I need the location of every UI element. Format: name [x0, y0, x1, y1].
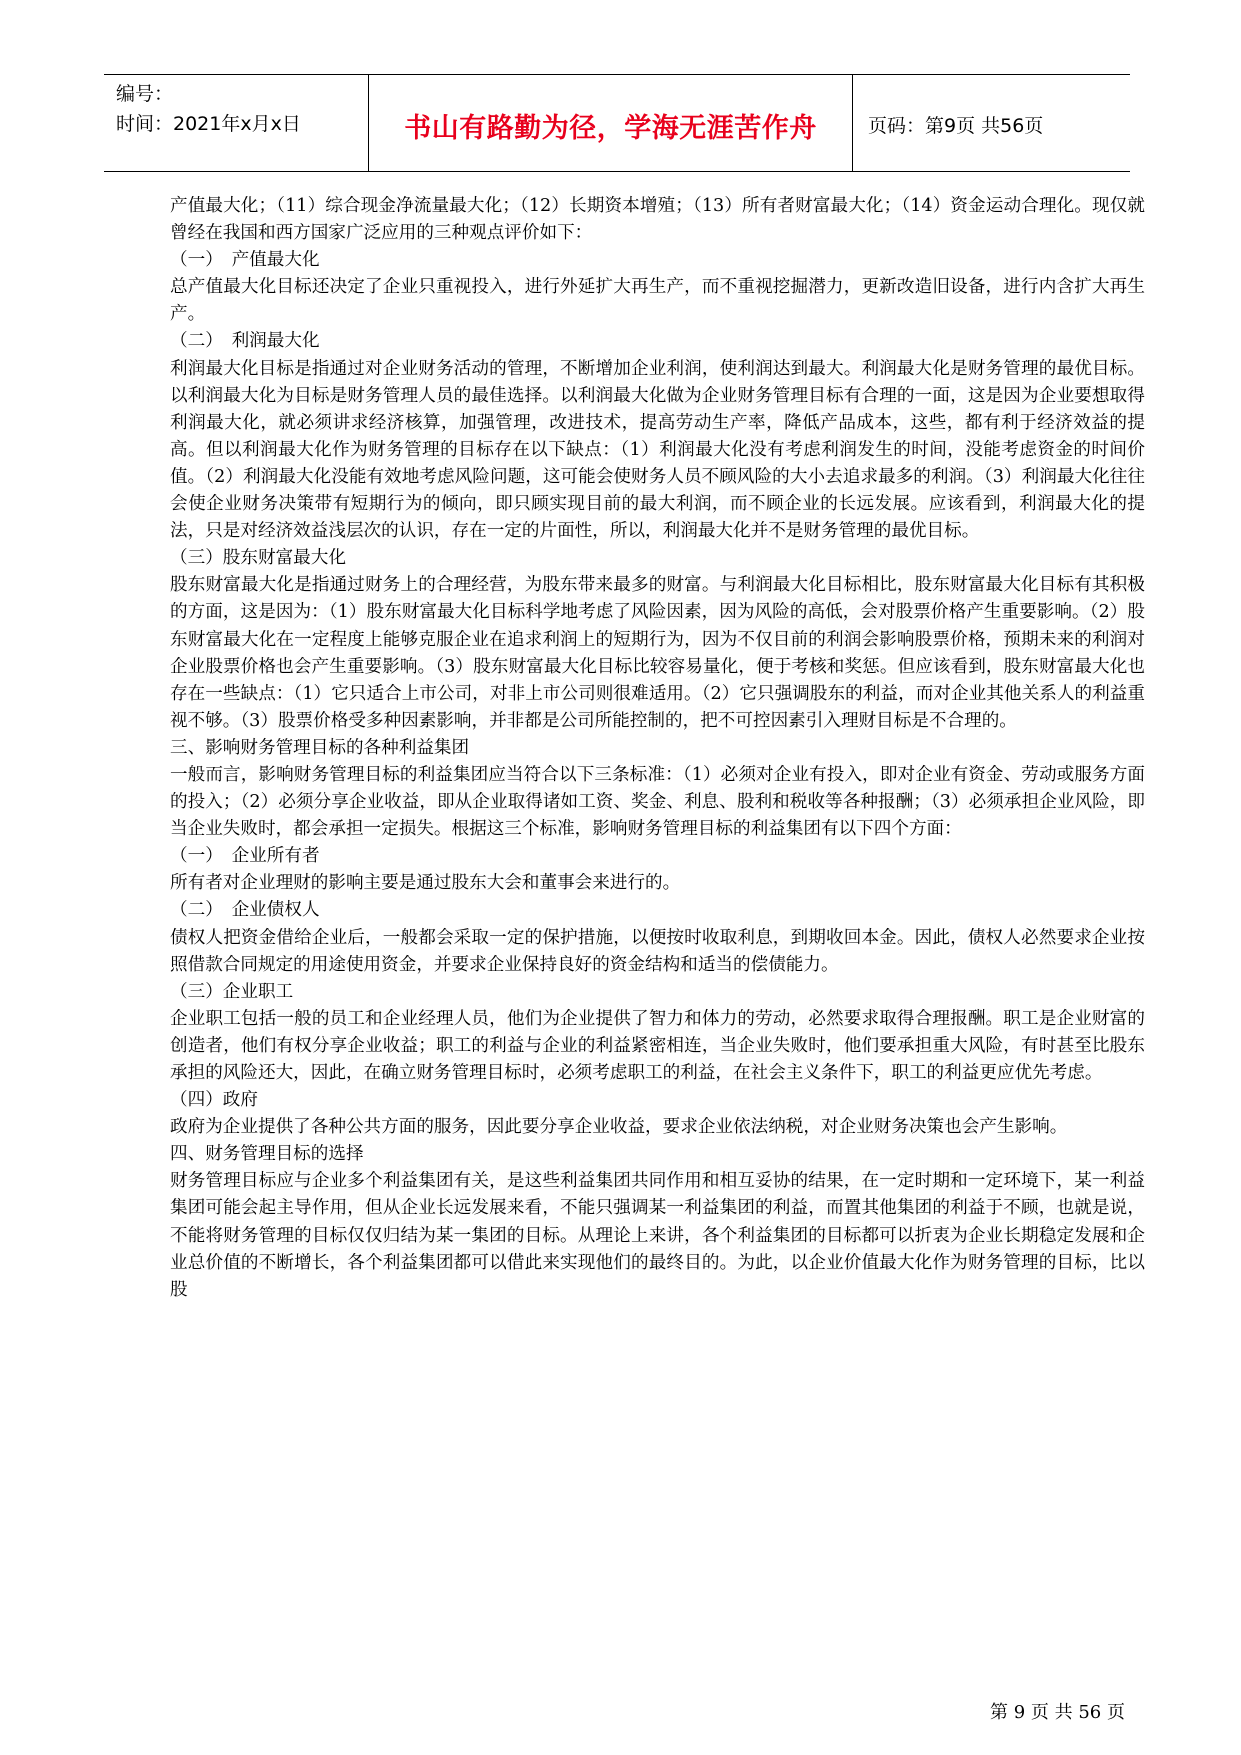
document-time: 时间：2021年x月x日 [116, 113, 301, 135]
section-heading: （一） 企业所有者 [170, 846, 320, 867]
paragraph: 债权人把资金借给企业后，一般都会采取一定的保护措施，以便按时收取利息，到期收回本金。因此，债权人必然要求企业按照借款合同规定的用途使用资金，并要求企业保持良好的资金结构和适当的偿债能力。 [170, 927, 1145, 975]
header-page-cell [852, 75, 1130, 171]
header-page-info: 页码：第9页 共56页 [868, 115, 1044, 137]
paragraph: 政府为企业提供了各种公共方面的服务，因此要分享企业收益，要求企业依法纳税，对企业财务决策也会产生影响。 [170, 1117, 1068, 1138]
section-heading: 三、影响财务管理目标的各种利益集团 [170, 737, 470, 758]
page-footer: 第 9 页 共 56 页 [990, 1702, 1125, 1723]
paragraph: 财务管理目标应与企业多个利益集团有关，是这些利益集团共同作用和相互妥协的结果，在一定时期和一定环境下，某一利益集团可能会起主导作用，但从企业长远发展来看，不能只强调某一利益集团的利益，而置其他集团的利益于不顾，也就是说，不能将财务管理的目标仅仅归结为某一集团的目标。从理论上来讲，各个利益集团的目标都可以折衷为企业长期稳定发展和企业总价值的不断增长，各个利益集团都可以借此来实现他们的最终目的。为此，以企业价值最大化作为财务管理的目标，比以股 [170, 1171, 1145, 1300]
paragraph: 企业职工包括一般的员工和企业经理人员，他们为企业提供了智力和体力的劳动，必然要求取得合理报酬。职工是企业财富的创造者，他们有权分享企业收益；职工的利益与企业的利益紧密相连，当企业失败时，他们要承担重大风险，有时甚至比股东承担的风险还大，因此，在确立财务管理目标时，必须考虑职工的利益，在社会主义条件下，职工的利益更应优先考虑。 [170, 1008, 1145, 1083]
section-heading: （一） 产值最大化 [170, 250, 320, 271]
section-heading: 四、财务管理目标的选择 [170, 1144, 364, 1165]
header-left-cell [104, 75, 368, 171]
section-heading: （二） 利润最大化 [170, 331, 320, 352]
paragraph: 所有者对企业理财的影响主要是通过股东大会和董事会来进行的。 [170, 873, 681, 894]
paragraph: 产值最大化；（11）综合现金净流量最大化；（12）长期资本增殖；（13）所有者财富最大化；（14）资金运动合理化。现仅就曾经在我国和西方国家广泛应用的三种观点评价如下： [170, 196, 1145, 244]
document-body [170, 193, 1145, 1304]
section-heading: （二） 企业债权人 [170, 900, 320, 921]
section-heading: （三）股东财富最大化 [170, 548, 346, 569]
section-heading: （三）企业职工 [170, 981, 294, 1002]
document-number-label: 编号： [116, 83, 174, 105]
section-heading: （四）政府 [170, 1090, 258, 1111]
header-motto: 书山有路勤为径，学海无涯苦作舟 [404, 113, 817, 144]
paragraph: 股东财富最大化是指通过财务上的合理经营，为股东带来最多的财富。与利润最大化目标相比，股东财富最大化目标有其积极的方面，这是因为：（1）股东财富最大化目标科学地考虑了风险因素，因为风险的高低，会对股票价格产生重要影响。（2）股东财富最大化在一定程度上能够克服企业在追求利润上的短期行为，因为不仅目前的利润会影响股票价格，预期未来的利润对企业股票价格也会产生重要影响。（3）股东财富最大化目标比较容易量化，便于考核和奖惩。但应该看到，股东财富最大化也存在一些缺点：（1）它只适合上市公司，对非上市公司则很难适用。（2）它只强调股东的利益，而对企业其他关系人的利益重视不够。（3）股票价格受多种因素影响，并非都是公司所能控制的，把不可控因素引入理财目标是不合理的。 [170, 575, 1145, 731]
header-motto-cell [368, 75, 853, 171]
document-header [104, 74, 1130, 172]
paragraph: 总产值最大化目标还决定了企业只重视投入，进行外延扩大再生产，而不重视挖掘潜力，更新改造旧设备，进行内含扩大再生产。 [170, 277, 1145, 325]
paragraph: 利润最大化目标是指通过对企业财务活动的管理，不断增加企业利润，使利润达到最大。利润最大化是财务管理的最优目标。以利润最大化为目标是财务管理人员的最佳选择。以利润最大化做为企业财务管理目标有合理的一面，这是因为企业要想取得利润最大化，就必须讲求经济核算，加强管理，改进技术，提高劳动生产率，降低产品成本，这些，都有利于经济效益的提高。但以利润最大化作为财务管理的目标存在以下缺点：（1）利润最大化没有考虑利润发生的时间，没能考虑资金的时间价值。（2）利润最大化没能有效地考虑风险问题，这可能会使财务人员不顾风险的大小去追求最多的利润。（3）利润最大化往往会使企业财务决策带有短期行为的倾向，即只顾实现目前的最大利润，而不顾企业的长远发展。应该看到，利润最大化的提法，只是对经济效益浅层次的认识，存在一定的片面性，所以，利润最大化并不是财务管理的最优目标。 [170, 358, 1145, 542]
paragraph: 一般而言，影响财务管理目标的利益集团应当符合以下三条标准：（1）必须对企业有投入，即对企业有资金、劳动或服务方面的投入；（2）必须分享企业收益，即从企业取得诸如工资、奖金、利息、股利和税收等各种报酬；（3）必须承担企业风险，即当企业失败时，都会承担一定损失。根据这三个标准，影响财务管理目标的利益集团有以下四个方面： [170, 764, 1145, 840]
